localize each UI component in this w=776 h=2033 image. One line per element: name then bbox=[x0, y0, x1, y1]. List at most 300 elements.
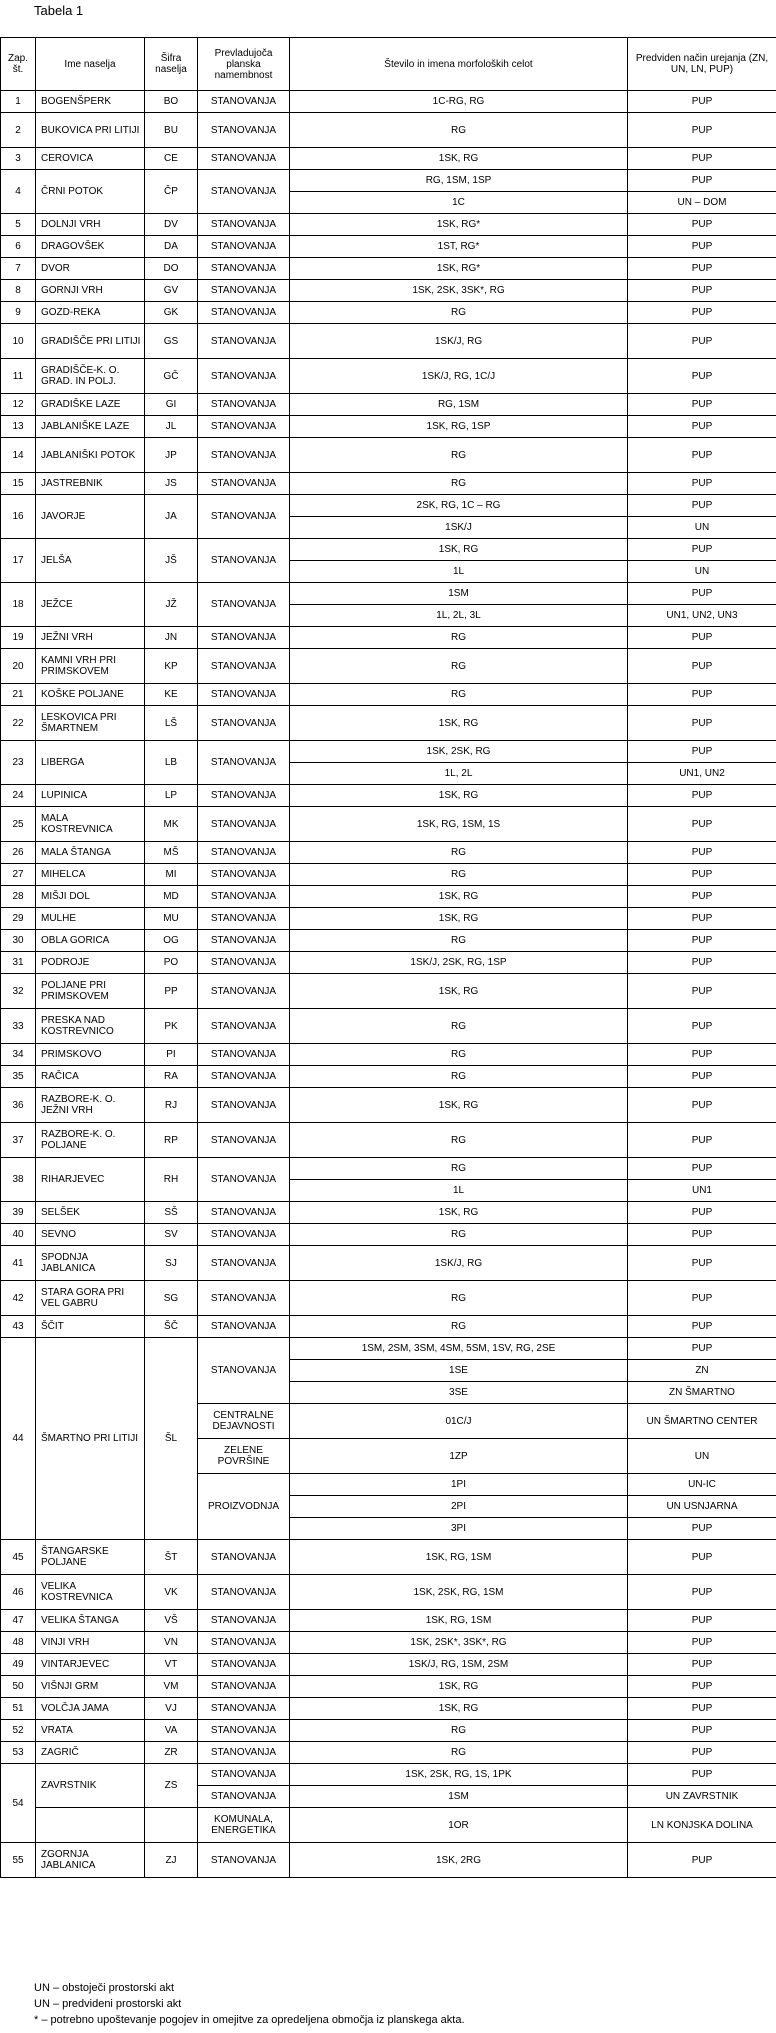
planning-method-cell: PUP bbox=[628, 1843, 776, 1878]
settlement-code-cell: GI bbox=[145, 394, 198, 416]
planning-method-cell: UN bbox=[628, 517, 776, 539]
settlement-code-cell: ŠT bbox=[145, 1540, 198, 1575]
land-use-cell: STANOVANJA bbox=[198, 148, 290, 170]
settlement-name-cell: VELIKA ŠTANGA bbox=[36, 1610, 145, 1632]
settlement-name-cell: VINTARJEVEC bbox=[36, 1654, 145, 1676]
row-number-cell: 21 bbox=[1, 684, 36, 706]
land-use-cell: KOMUNALA, ENERGETIKA bbox=[198, 1808, 290, 1843]
morphology-cell: RG bbox=[290, 1066, 628, 1088]
row-number-cell: 44 bbox=[1, 1338, 36, 1540]
planning-method-cell: PUP bbox=[628, 1044, 776, 1066]
morphology-cell: RG bbox=[290, 627, 628, 649]
land-use-cell: STANOVANJA bbox=[198, 1338, 290, 1404]
morphology-cell: RG bbox=[290, 1720, 628, 1742]
planning-method-cell: PUP bbox=[628, 1654, 776, 1676]
morphology-cell: 1SK, RG* bbox=[290, 258, 628, 280]
land-use-cell: STANOVANJA bbox=[198, 280, 290, 302]
land-use-cell: STANOVANJA bbox=[198, 1123, 290, 1158]
settlement-code-cell: JA bbox=[145, 495, 198, 539]
morphology-cell: RG bbox=[290, 1281, 628, 1316]
morphology-cell: RG bbox=[290, 302, 628, 324]
planning-method-cell: PUP bbox=[628, 170, 776, 192]
settlement-code-cell: MD bbox=[145, 886, 198, 908]
table-row bbox=[1, 416, 776, 438]
settlement-code-cell: JL bbox=[145, 416, 198, 438]
settlement-code-cell: SJ bbox=[145, 1246, 198, 1281]
land-use-cell: STANOVANJA bbox=[198, 1540, 290, 1575]
morphology-cell: 1SK, RG bbox=[290, 886, 628, 908]
row-number-cell: 3 bbox=[1, 148, 36, 170]
land-use-cell: STANOVANJA bbox=[198, 649, 290, 684]
morphology-cell: 1SK, 2SK, RG, 1SM bbox=[290, 1575, 628, 1610]
table-row bbox=[1, 1009, 776, 1044]
settlement-name-cell: VINJI VRH bbox=[36, 1632, 145, 1654]
land-use-cell: PROIZVODNJA bbox=[198, 1474, 290, 1540]
table-row bbox=[1, 1246, 776, 1281]
morphology-cell: 1SK, 2SK*, 3SK*, RG bbox=[290, 1632, 628, 1654]
settlement-code-cell: GV bbox=[145, 280, 198, 302]
row-number-cell: 32 bbox=[1, 974, 36, 1009]
table-row bbox=[1, 785, 776, 807]
land-use-cell: STANOVANJA bbox=[198, 583, 290, 627]
settlement-name-cell: JAVORJE bbox=[36, 495, 145, 539]
settlement-code-cell: ZS bbox=[145, 1764, 198, 1808]
planning-method-cell: PUP bbox=[628, 1720, 776, 1742]
planning-method-cell: PUP bbox=[628, 706, 776, 741]
planning-method-cell: PUP bbox=[628, 416, 776, 438]
morphology-cell: 1ZP bbox=[290, 1439, 628, 1474]
planning-method-cell: PUP bbox=[628, 1676, 776, 1698]
row-number-cell: 25 bbox=[1, 807, 36, 842]
row-number-cell: 15 bbox=[1, 473, 36, 495]
settlement-name-cell: MULHE bbox=[36, 908, 145, 930]
table-row bbox=[1, 908, 776, 930]
settlement-code-cell: PK bbox=[145, 1009, 198, 1044]
morphology-cell: 1SK, 2SK, RG bbox=[290, 741, 628, 763]
planning-method-cell: PUP bbox=[628, 394, 776, 416]
land-use-cell: STANOVANJA bbox=[198, 706, 290, 741]
table-row bbox=[1, 974, 776, 1009]
planning-method-cell: PUP bbox=[628, 649, 776, 684]
row-number-cell: 14 bbox=[1, 438, 36, 473]
table-row bbox=[1, 1632, 776, 1654]
planning-method-cell: UN1, UN2 bbox=[628, 763, 776, 785]
land-use-cell: STANOVANJA bbox=[198, 864, 290, 886]
morphology-cell: RG bbox=[290, 864, 628, 886]
morphology-cell: RG bbox=[290, 1224, 628, 1246]
morphology-cell: 3PI bbox=[290, 1518, 628, 1540]
land-use-cell: STANOVANJA bbox=[198, 214, 290, 236]
morphology-cell: 1SK/J bbox=[290, 517, 628, 539]
planning-method-cell: PUP bbox=[628, 684, 776, 706]
table-row bbox=[1, 214, 776, 236]
legend bbox=[34, 1980, 465, 2028]
settlement-code-cell: LŠ bbox=[145, 706, 198, 741]
settlement-code-cell: BU bbox=[145, 113, 198, 148]
planning-method-cell: PUP bbox=[628, 807, 776, 842]
row-number-cell: 35 bbox=[1, 1066, 36, 1088]
row-number-cell: 1 bbox=[1, 91, 36, 113]
row-number-cell: 46 bbox=[1, 1575, 36, 1610]
row-number-cell: 34 bbox=[1, 1044, 36, 1066]
row-number-cell: 12 bbox=[1, 394, 36, 416]
table-row bbox=[1, 1158, 776, 1180]
land-use-cell: STANOVANJA bbox=[198, 1786, 290, 1808]
header-cell: Zap. št. bbox=[1, 38, 36, 91]
table-row bbox=[1, 1540, 776, 1575]
planning-method-cell: PUP bbox=[628, 1202, 776, 1224]
row-number-cell: 51 bbox=[1, 1698, 36, 1720]
table-row bbox=[1, 1123, 776, 1158]
table-row bbox=[1, 170, 776, 192]
planning-method-cell: PUP bbox=[628, 1224, 776, 1246]
table-row bbox=[1, 1066, 776, 1088]
morphology-cell: RG bbox=[290, 113, 628, 148]
land-use-cell: STANOVANJA bbox=[198, 1575, 290, 1610]
settlement-code-cell: BO bbox=[145, 91, 198, 113]
settlement-name-cell: KAMNI VRH PRI PRIMSKOVEM bbox=[36, 649, 145, 684]
row-number-cell: 54 bbox=[1, 1764, 36, 1843]
planning-method-cell: UN – DOM bbox=[628, 192, 776, 214]
table-row bbox=[1, 236, 776, 258]
settlement-name-cell: GRADIŠČE-K. O. GRAD. IN POLJ. bbox=[36, 359, 145, 394]
settlement-name-cell: LESKOVICA PRI ŠMARTNEM bbox=[36, 706, 145, 741]
settlement-name-cell: ŠMARTNO PRI LITIJI bbox=[36, 1338, 145, 1540]
settlement-name-cell: SPODNJA JABLANICA bbox=[36, 1246, 145, 1281]
planning-method-cell: PUP bbox=[628, 1698, 776, 1720]
morphology-cell: 1L, 2L, 3L bbox=[290, 605, 628, 627]
planning-method-cell: PUP bbox=[628, 1742, 776, 1764]
planning-method-cell: UN-IC bbox=[628, 1474, 776, 1496]
table-row bbox=[1, 91, 776, 113]
table-row bbox=[1, 583, 776, 605]
morphology-cell: 1SK, 2SK, 3SK*, RG bbox=[290, 280, 628, 302]
planning-method-cell: PUP bbox=[628, 1764, 776, 1786]
morphology-cell: RG bbox=[290, 1158, 628, 1180]
planning-method-cell: ZN bbox=[628, 1360, 776, 1382]
land-use-cell: STANOVANJA bbox=[198, 324, 290, 359]
table-row bbox=[1, 1338, 776, 1360]
planning-method-cell: PUP bbox=[628, 864, 776, 886]
settlement-code-cell: SG bbox=[145, 1281, 198, 1316]
land-use-cell: STANOVANJA bbox=[198, 1764, 290, 1786]
planning-method-cell: UN1, UN2, UN3 bbox=[628, 605, 776, 627]
planning-method-cell: PUP bbox=[628, 842, 776, 864]
morphology-cell: RG bbox=[290, 684, 628, 706]
land-use-cell: STANOVANJA bbox=[198, 1281, 290, 1316]
morphology-cell: 1SK/J, RG, 1SM, 2SM bbox=[290, 1654, 628, 1676]
land-use-cell: STANOVANJA bbox=[198, 1698, 290, 1720]
morphology-cell: 1SK, RG bbox=[290, 1088, 628, 1123]
planning-method-cell: PUP bbox=[628, 1281, 776, 1316]
settlement-name-cell: RAČICA bbox=[36, 1066, 145, 1088]
land-use-cell: STANOVANJA bbox=[198, 359, 290, 394]
settlement-code-cell: PP bbox=[145, 974, 198, 1009]
settlement-code-cell: RJ bbox=[145, 1088, 198, 1123]
settlement-code-cell: KP bbox=[145, 649, 198, 684]
land-use-cell: STANOVANJA bbox=[198, 302, 290, 324]
land-use-cell: STANOVANJA bbox=[198, 1632, 290, 1654]
land-use-cell: STANOVANJA bbox=[198, 1742, 290, 1764]
settlements-table bbox=[0, 37, 776, 1878]
row-number-cell: 38 bbox=[1, 1158, 36, 1202]
row-number-cell: 11 bbox=[1, 359, 36, 394]
table-row bbox=[1, 952, 776, 974]
settlement-code-cell: VŠ bbox=[145, 1610, 198, 1632]
settlement-code-cell: MK bbox=[145, 807, 198, 842]
settlement-name-cell: RAZBORE-K. O. POLJANE bbox=[36, 1123, 145, 1158]
table-row bbox=[1, 842, 776, 864]
planning-method-cell: PUP bbox=[628, 359, 776, 394]
settlement-name-cell: LUPINICA bbox=[36, 785, 145, 807]
morphology-cell: RG bbox=[290, 1123, 628, 1158]
row-number-cell: 48 bbox=[1, 1632, 36, 1654]
row-number-cell: 7 bbox=[1, 258, 36, 280]
table-row bbox=[1, 1808, 776, 1843]
legend-line: * – potrebno upoštevanje pogojev in omejitve za opredeljena območja iz planskega akta. bbox=[34, 2014, 465, 2026]
legend-line: UN – obstoječi prostorski akt bbox=[34, 1982, 174, 1994]
row-number-cell: 20 bbox=[1, 649, 36, 684]
settlement-name-cell: JEŽCE bbox=[36, 583, 145, 627]
settlement-code-cell: CE bbox=[145, 148, 198, 170]
row-number-cell: 5 bbox=[1, 214, 36, 236]
settlement-name-cell: VIŠNJI GRM bbox=[36, 1676, 145, 1698]
row-number-cell: 24 bbox=[1, 785, 36, 807]
settlement-name-cell: KOŠKE POLJANE bbox=[36, 684, 145, 706]
land-use-cell: STANOVANJA bbox=[198, 1654, 290, 1676]
table-title: Tabela 1 bbox=[34, 3, 84, 18]
planning-method-cell: LN KONJSKA DOLINA bbox=[628, 1808, 776, 1843]
morphology-cell: 1SK, RG bbox=[290, 974, 628, 1009]
table-row bbox=[1, 886, 776, 908]
row-number-cell: 36 bbox=[1, 1088, 36, 1123]
planning-method-cell: PUP bbox=[628, 741, 776, 763]
planning-method-cell: PUP bbox=[628, 1575, 776, 1610]
table-row bbox=[1, 706, 776, 741]
planning-method-cell: PUP bbox=[628, 236, 776, 258]
table-row bbox=[1, 1088, 776, 1123]
land-use-cell: STANOVANJA bbox=[198, 1720, 290, 1742]
planning-method-cell: PUP bbox=[628, 91, 776, 113]
planning-method-cell: PUP bbox=[628, 473, 776, 495]
planning-method-cell: PUP bbox=[628, 1123, 776, 1158]
morphology-cell: 1L bbox=[290, 561, 628, 583]
settlement-code-cell: LB bbox=[145, 741, 198, 785]
settlement-name-cell: JEŽNI VRH bbox=[36, 627, 145, 649]
morphology-cell: 1L, 2L bbox=[290, 763, 628, 785]
settlement-name-cell: GRADIŠKE LAZE bbox=[36, 394, 145, 416]
planning-method-cell: PUP bbox=[628, 908, 776, 930]
row-number-cell: 43 bbox=[1, 1316, 36, 1338]
morphology-cell: 1SK/J, RG bbox=[290, 1246, 628, 1281]
settlement-name-cell: LIBERGA bbox=[36, 741, 145, 785]
planning-method-cell: PUP bbox=[628, 495, 776, 517]
land-use-cell: STANOVANJA bbox=[198, 842, 290, 864]
settlement-name-cell: MALA KOSTREVNICA bbox=[36, 807, 145, 842]
planning-method-cell: PUP bbox=[628, 1338, 776, 1360]
settlement-name-cell: SEVNO bbox=[36, 1224, 145, 1246]
planning-method-cell: PUP bbox=[628, 1158, 776, 1180]
row-number-cell: 6 bbox=[1, 236, 36, 258]
morphology-cell: 1SK/J, RG bbox=[290, 324, 628, 359]
row-number-cell: 16 bbox=[1, 495, 36, 539]
settlement-code-cell: PI bbox=[145, 1044, 198, 1066]
morphology-cell: RG bbox=[290, 1009, 628, 1044]
row-number-cell: 41 bbox=[1, 1246, 36, 1281]
land-use-cell: STANOVANJA bbox=[198, 438, 290, 473]
row-number-cell: 9 bbox=[1, 302, 36, 324]
empty-cell bbox=[145, 1808, 198, 1843]
morphology-cell: RG bbox=[290, 649, 628, 684]
planning-method-cell: PUP bbox=[628, 1009, 776, 1044]
settlement-code-cell: ZR bbox=[145, 1742, 198, 1764]
header-cell: Ime naselja bbox=[36, 38, 145, 91]
settlement-code-cell: DV bbox=[145, 214, 198, 236]
planning-method-cell: PUP bbox=[628, 974, 776, 1009]
row-number-cell: 10 bbox=[1, 324, 36, 359]
planning-method-cell: ZN ŠMARTNO bbox=[628, 1382, 776, 1404]
table-row bbox=[1, 1676, 776, 1698]
table-row bbox=[1, 627, 776, 649]
table-row bbox=[1, 1843, 776, 1878]
planning-method-cell: UN bbox=[628, 1439, 776, 1474]
settlement-code-cell: RH bbox=[145, 1158, 198, 1202]
table-row bbox=[1, 807, 776, 842]
morphology-cell: 1SM, 2SM, 3SM, 4SM, 5SM, 1SV, RG, 2SE bbox=[290, 1338, 628, 1360]
settlement-name-cell: SELŠEK bbox=[36, 1202, 145, 1224]
table-row bbox=[1, 302, 776, 324]
table-row bbox=[1, 1224, 776, 1246]
morphology-cell: RG, 1SM, 1SP bbox=[290, 170, 628, 192]
morphology-cell: RG bbox=[290, 1044, 628, 1066]
table-row bbox=[1, 1610, 776, 1632]
land-use-cell: STANOVANJA bbox=[198, 1246, 290, 1281]
planning-method-cell: UN ŠMARTNO CENTER bbox=[628, 1404, 776, 1439]
settlement-name-cell: VRATA bbox=[36, 1720, 145, 1742]
land-use-cell: CENTRALNE DEJAVNOSTI bbox=[198, 1404, 290, 1439]
morphology-cell: 1SK/J, RG, 1C/J bbox=[290, 359, 628, 394]
settlement-name-cell: MIŠJI DOL bbox=[36, 886, 145, 908]
table-row bbox=[1, 1720, 776, 1742]
table-row bbox=[1, 495, 776, 517]
settlement-name-cell: STARA GORA PRI VEL GABRU bbox=[36, 1281, 145, 1316]
planning-method-cell: PUP bbox=[628, 886, 776, 908]
settlement-name-cell: VOLČJA JAMA bbox=[36, 1698, 145, 1720]
planning-method-cell: PUP bbox=[628, 280, 776, 302]
header-cell: Predviden način urejanja (ZN, UN, LN, PUP) bbox=[628, 38, 776, 91]
planning-method-cell: PUP bbox=[628, 214, 776, 236]
settlement-name-cell: DRAGOVŠEK bbox=[36, 236, 145, 258]
land-use-cell: STANOVANJA bbox=[198, 684, 290, 706]
settlement-code-cell: JN bbox=[145, 627, 198, 649]
land-use-cell: STANOVANJA bbox=[198, 807, 290, 842]
land-use-cell: STANOVANJA bbox=[198, 113, 290, 148]
settlement-name-cell: BUKOVICA PRI LITIJI bbox=[36, 113, 145, 148]
settlement-code-cell: VN bbox=[145, 1632, 198, 1654]
land-use-cell: STANOVANJA bbox=[198, 473, 290, 495]
planning-method-cell: PUP bbox=[628, 302, 776, 324]
settlement-code-cell: SV bbox=[145, 1224, 198, 1246]
morphology-cell: 1SK, RG bbox=[290, 148, 628, 170]
table-row bbox=[1, 1742, 776, 1764]
land-use-cell: STANOVANJA bbox=[198, 91, 290, 113]
planning-method-cell: PUP bbox=[628, 627, 776, 649]
settlement-name-cell: MIHELCA bbox=[36, 864, 145, 886]
land-use-cell: STANOVANJA bbox=[198, 394, 290, 416]
row-number-cell: 49 bbox=[1, 1654, 36, 1676]
planning-method-cell: PUP bbox=[628, 324, 776, 359]
planning-method-cell: UN1 bbox=[628, 1180, 776, 1202]
row-number-cell: 29 bbox=[1, 908, 36, 930]
settlement-name-cell: POLJANE PRI PRIMSKOVEM bbox=[36, 974, 145, 1009]
land-use-cell: STANOVANJA bbox=[198, 1044, 290, 1066]
land-use-cell: STANOVANJA bbox=[198, 974, 290, 1009]
planning-method-cell: PUP bbox=[628, 1088, 776, 1123]
land-use-cell: STANOVANJA bbox=[198, 1009, 290, 1044]
settlement-code-cell: DO bbox=[145, 258, 198, 280]
land-use-cell: ZELENE POVRŠINE bbox=[198, 1439, 290, 1474]
morphology-cell: 01C/J bbox=[290, 1404, 628, 1439]
table-row bbox=[1, 1654, 776, 1676]
planning-method-cell: PUP bbox=[628, 930, 776, 952]
row-number-cell: 33 bbox=[1, 1009, 36, 1044]
morphology-cell: 1ST, RG* bbox=[290, 236, 628, 258]
land-use-cell: STANOVANJA bbox=[198, 416, 290, 438]
table-row bbox=[1, 684, 776, 706]
morphology-cell: RG bbox=[290, 473, 628, 495]
row-number-cell: 31 bbox=[1, 952, 36, 974]
settlement-code-cell: JŠ bbox=[145, 539, 198, 583]
table-row bbox=[1, 324, 776, 359]
morphology-cell: 1SK, RG bbox=[290, 785, 628, 807]
land-use-cell: STANOVANJA bbox=[198, 258, 290, 280]
land-use-cell: STANOVANJA bbox=[198, 908, 290, 930]
morphology-cell: 1SK, RG bbox=[290, 1698, 628, 1720]
morphology-cell: 1SK, RG bbox=[290, 706, 628, 741]
row-number-cell: 13 bbox=[1, 416, 36, 438]
table-row bbox=[1, 113, 776, 148]
morphology-cell: 1SK, 2RG bbox=[290, 1843, 628, 1878]
morphology-cell: RG bbox=[290, 438, 628, 473]
planning-method-cell: PUP bbox=[628, 1246, 776, 1281]
settlement-code-cell: SŠ bbox=[145, 1202, 198, 1224]
settlement-name-cell: JABLANIŠKE LAZE bbox=[36, 416, 145, 438]
row-number-cell: 28 bbox=[1, 886, 36, 908]
table-row bbox=[1, 930, 776, 952]
land-use-cell: STANOVANJA bbox=[198, 886, 290, 908]
settlement-name-cell: GORNJI VRH bbox=[36, 280, 145, 302]
settlement-name-cell: DVOR bbox=[36, 258, 145, 280]
morphology-cell: 1SE bbox=[290, 1360, 628, 1382]
settlement-code-cell: MŠ bbox=[145, 842, 198, 864]
settlement-name-cell: MALA ŠTANGA bbox=[36, 842, 145, 864]
table-row bbox=[1, 1316, 776, 1338]
settlement-name-cell: OBLA GORICA bbox=[36, 930, 145, 952]
planning-method-cell: PUP bbox=[628, 1518, 776, 1540]
settlement-name-cell: PRIMSKOVO bbox=[36, 1044, 145, 1066]
land-use-cell: STANOVANJA bbox=[198, 930, 290, 952]
settlement-name-cell: PRESKA NAD KOSTREVNICO bbox=[36, 1009, 145, 1044]
header-cell: Število in imena morfoloških celot bbox=[290, 38, 628, 91]
table-row bbox=[1, 280, 776, 302]
row-number-cell: 37 bbox=[1, 1123, 36, 1158]
morphology-cell: 2PI bbox=[290, 1496, 628, 1518]
morphology-cell: RG, 1SM bbox=[290, 394, 628, 416]
morphology-cell: 1SK, RG, 1SM, 1S bbox=[290, 807, 628, 842]
table-header-row bbox=[1, 38, 776, 91]
row-number-cell: 17 bbox=[1, 539, 36, 583]
planning-method-cell: PUP bbox=[628, 785, 776, 807]
